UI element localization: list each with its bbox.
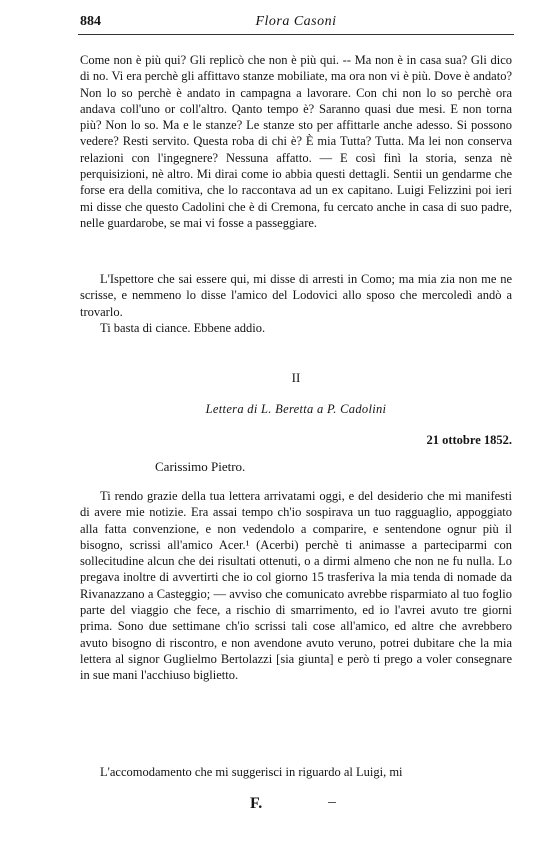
section-numeral: II: [291, 370, 301, 385]
paragraph-text: Ti rendo grazie della tua lettera arrivatami oggi, e del desiderio che mi manifesti di avere mie notizie. Era assai tempo ch'io sospirava un tuo ragguaglio, appoggiato alla fatta convenzione, e non vedendolo a comparire, e sentendone ognur più il bisogno, scrissi all'amico Acer.¹ (Acerbi) perchè ti animasse a parteciparmi con sollecitudine alcun che dei risultati ottenuti, o a dirmi almeno che non ne fu nulla. Lo pregava inoltre di avvertirti che io col giorno 15 trasferiva la mia tenda di nomade da Rivanazzano a Casteggio; — avviso che comunicato avrebbe risparmiato al tuo foglio parte del viaggio che fece, a rischio di smarrimento, ed io l'avrei avuto tre giorni prima. Sono due settimane ch'io scrissi tali cose all'amico, ed altre che avrebbero avuto bisogno di riscontro, e non avendone avuto veruno, potrei dubitare che la mia lettera al signor Guglielmo Bertolazzi [sia giunta] e però ti prego a voler consegnare in sue mani l'acchiuso biglietto.: [80, 489, 512, 683]
paragraph-text: Ti basta di ciance. Ebbene addio.: [100, 320, 266, 335]
letter-title: Lettera di L. Beretta a P. Cadolini: [205, 402, 387, 416]
running-title: Flora Casoni: [255, 14, 337, 29]
letter-paragraph-2: [80, 764, 512, 780]
signature-mark: F.: [250, 795, 263, 812]
body-paragraph-1: [80, 52, 512, 231]
body-paragraph-2: [80, 271, 512, 336]
letter-paragraph-1: [80, 488, 512, 684]
paragraph-text: L'Ispettore che sai essere qui, mi disse di arresti in Como; ma mia zia non me ne scrisse, e nemmeno lo disse l'amico del Lodovici allo sposo che mercoledì andò a trovarlo.: [80, 272, 512, 319]
page-number: 884: [80, 14, 101, 29]
letter-date: 21 ottobre 1852.: [426, 433, 512, 447]
letter-salutation: Carissimo Pietro.: [155, 459, 246, 474]
header-rule: [78, 34, 514, 35]
page-header: [80, 12, 512, 32]
paragraph-text: Come non è più qui? Gli replicò che non è più qui. -- Ma non è in casa sua? Gli dico di no. Vi era perchè gli affittavo stanze mobiliate, ma ora non vi è più. Dove è andato? Non lo so perchè è andato in campagna a lavorare. Con chi non lo so perchè ora andava coll'uno or coll'altro. Qanto tempo è? Saranno quasi due mesi. E non torna più? Non lo so. Ma e le stanze? Le stanze sto per affittarle anche adesso. Si possono vedere? Resti servito. Questa roba di chi è? È mia Tutta? Tutta. Ma lei non conserva relazioni con l'ingegnere? Nessuna affatto. — E così finì la storia, senza nè perquisizioni, nè altro. Mi dirai come io abbia questi dettagli. Sentii un gendarme che forse era della comitiva, che lo raccontava ad un ex capitano. Luigi Felizzini poi ieri mi disse che questo Cadolini che è di Cremona, fu cercato anche in casa di suo padre, nelle guardarobe, se mai vi fosse a passeggiare.: [80, 53, 512, 230]
footer-dash: [328, 802, 336, 803]
paragraph-text: L'accomodamento che mi suggerisci in riguardo al Luigi, mi: [100, 765, 403, 779]
